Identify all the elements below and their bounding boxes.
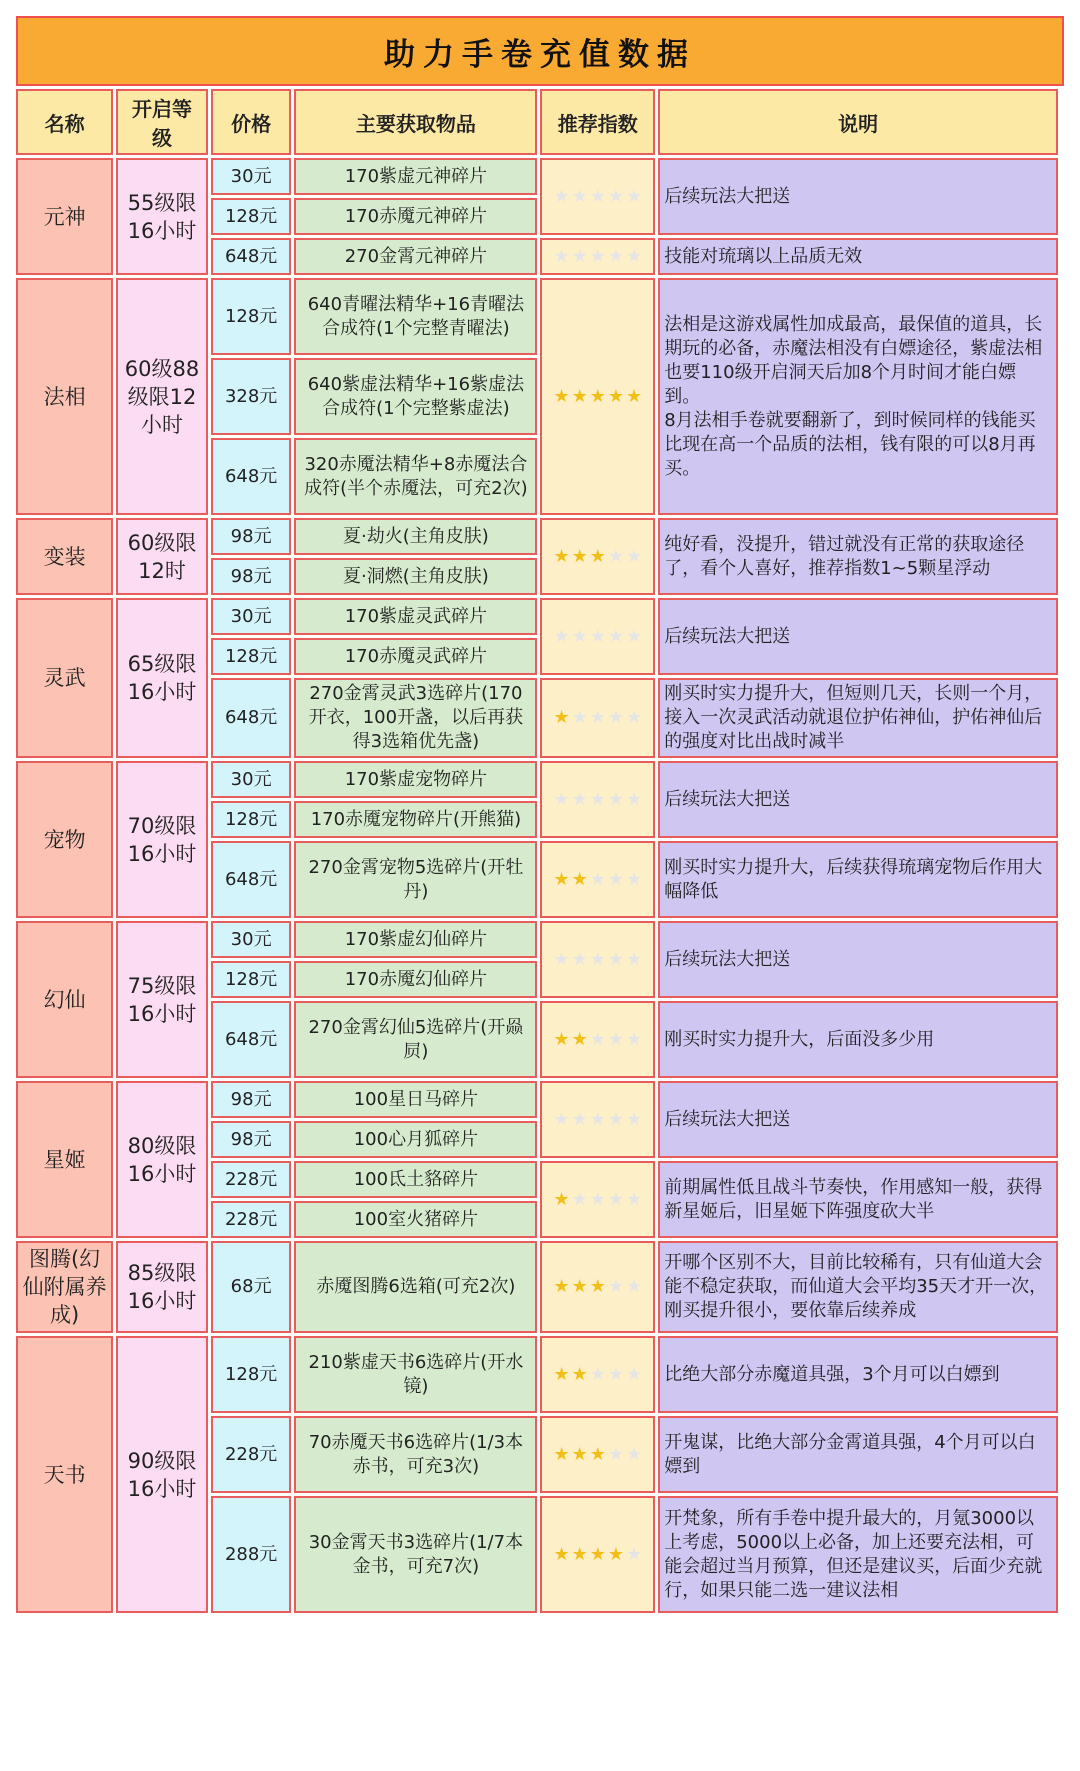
star-icon: ★ [607,1108,624,1130]
star-icon: ★ [607,185,624,207]
item-cell: 170紫虚幻仙碎片 [294,921,537,958]
item-cell: 赤魇图腾6选箱(可充2次) [294,1241,537,1333]
recommend-rating [540,518,655,595]
item-category-name: 幻仙 [16,921,113,1078]
star-icon: ★ [589,1188,606,1210]
star-icon: ★ [589,868,606,890]
description-cell: 刚买时实力提升大，后续获得琉璃宠物后作用大幅降低 [658,841,1058,918]
star-icon: ★ [553,1108,570,1130]
price-cell: 30元 [211,921,292,958]
header-name: 名称 [16,89,113,155]
table-body [16,158,1058,1613]
item-cell: 270金霄灵武3选碎片(170开衣，100开盏，以后再获得3选箱优先盏) [294,678,537,758]
star-icon: ★ [589,545,606,567]
item-cell: 170赤魇宠物碎片(开熊猫) [294,801,537,838]
price-cell: 128元 [211,638,292,675]
recommend-rating [540,158,655,235]
star-rating [553,1363,643,1385]
price-cell: 228元 [211,1161,292,1198]
item-cell: 夏·洞燃(主角皮肤) [294,558,537,595]
star-icon: ★ [626,948,643,970]
recommend-rating [540,678,655,758]
star-rating [553,1543,643,1565]
price-cell: 68元 [211,1241,292,1333]
recommend-rating [540,1336,655,1413]
star-rating [553,545,643,567]
price-cell: 288元 [211,1496,292,1613]
recommend-rating [540,921,655,998]
star-icon: ★ [607,1188,624,1210]
star-icon: ★ [607,868,624,890]
recommend-rating [540,598,655,675]
star-icon: ★ [553,868,570,890]
star-icon: ★ [607,1028,624,1050]
recommend-rating [540,761,655,838]
header-recommend: 推荐指数 [540,89,655,155]
table-row [16,1336,1058,1413]
description-cell: 技能对琉璃以上品质无效 [658,238,1058,275]
star-icon: ★ [553,948,570,970]
star-icon: ★ [589,245,606,267]
recommend-rating [540,1001,655,1078]
star-icon: ★ [571,948,588,970]
star-icon: ★ [626,385,643,407]
item-cell: 170紫虚灵武碎片 [294,598,537,635]
page-title: 助力手卷充值数据 [16,16,1064,86]
price-cell: 98元 [211,1081,292,1118]
star-icon: ★ [589,1543,606,1565]
star-icon: ★ [626,545,643,567]
item-category-name: 变装 [16,518,113,595]
star-rating [553,1028,643,1050]
item-cell: 30金霄天书3选碎片(1/7本金书，可充7次) [294,1496,537,1613]
star-rating [553,385,643,407]
item-cell: 170赤魇幻仙碎片 [294,961,537,998]
table-row [16,1081,1058,1118]
star-icon: ★ [626,185,643,207]
item-cell: 210紫虚天书6选碎片(开水镜) [294,1336,537,1413]
description-cell: 前期属性低且战斗节奏快，作用感知一般，获得新星姬后，旧星姬下阵强度砍大半 [658,1161,1058,1238]
item-cell: 640紫虚法精华+16紫虚法合成符(1个完整紫虚法) [294,358,537,435]
star-icon: ★ [553,1443,570,1465]
price-cell: 128元 [211,278,292,355]
star-icon: ★ [626,868,643,890]
recommend-rating [540,1496,655,1613]
star-icon: ★ [571,1028,588,1050]
star-icon: ★ [553,1543,570,1565]
star-icon: ★ [553,545,570,567]
price-cell: 128元 [211,198,292,235]
star-icon: ★ [607,1543,624,1565]
star-rating [553,709,642,727]
star-icon: ★ [626,1443,643,1465]
star-icon: ★ [626,245,643,267]
price-cell: 648元 [211,438,292,515]
unlock-level: 60级限12时 [116,518,208,595]
table-row [16,921,1058,958]
star-icon: ★ [553,707,570,728]
table-row [16,761,1058,798]
star-icon: ★ [571,185,588,207]
star-icon: ★ [589,185,606,207]
star-icon: ★ [589,1108,606,1130]
table-row [16,518,1058,555]
star-icon: ★ [589,948,606,970]
star-icon: ★ [607,245,624,267]
recharge-table [13,86,1061,1616]
item-cell: 170紫虚元神碎片 [294,158,537,195]
star-icon: ★ [626,1276,643,1297]
star-icon: ★ [626,707,643,728]
unlock-level: 85级限16小时 [116,1241,208,1333]
star-icon: ★ [589,1363,606,1385]
star-rating [553,625,643,647]
star-icon: ★ [571,1108,588,1130]
item-category-name: 图腾(幻仙附属养成) [16,1241,113,1333]
item-category-name: 星姬 [16,1081,113,1238]
price-cell: 128元 [211,1336,292,1413]
star-rating [553,245,643,267]
description-cell: 比绝大部分赤魔道具强，3个月可以白嫖到 [658,1336,1058,1413]
header-description: 说明 [658,89,1058,155]
star-rating [553,1443,643,1465]
star-icon: ★ [626,1543,643,1565]
item-cell: 170赤魇元神碎片 [294,198,537,235]
item-category-name: 宠物 [16,761,113,918]
table-header-row [16,89,1058,155]
description-cell: 后续玩法大把送 [658,1081,1058,1158]
star-icon: ★ [607,1443,624,1465]
star-icon: ★ [553,385,570,407]
price-cell: 98元 [211,1121,292,1158]
star-icon: ★ [626,1108,643,1130]
price-cell: 328元 [211,358,292,435]
star-icon: ★ [626,1363,643,1385]
table-row [16,598,1058,635]
unlock-level: 90级限16小时 [116,1336,208,1613]
item-cell: 100心月狐碎片 [294,1121,537,1158]
description-cell: 纯好看，没提升，错过就没有正常的获取途径了，看个人喜好，推荐指数1~5颗星浮动 [658,518,1058,595]
item-cell: 170紫虚宠物碎片 [294,761,537,798]
star-icon: ★ [571,1443,588,1465]
item-cell: 100氐土貉碎片 [294,1161,537,1198]
star-icon: ★ [607,545,624,567]
item-cell: 100室火猪碎片 [294,1201,537,1238]
unlock-level: 75级限16小时 [116,921,208,1078]
star-icon: ★ [607,1276,624,1297]
star-icon: ★ [571,385,588,407]
star-rating [553,1188,643,1210]
star-icon: ★ [571,707,588,728]
description-cell: 开鬼谋，比绝大部分金霄道具强，4个月可以白嫖到 [658,1416,1058,1493]
item-cell: 70赤魇天书6选碎片(1/3本赤书，可充3次) [294,1416,537,1493]
recommend-rating [540,278,655,515]
star-rating [553,185,643,207]
star-rating [553,1278,642,1296]
star-rating [553,868,643,890]
header-item: 主要获取物品 [294,89,537,155]
star-icon: ★ [626,1188,643,1210]
unlock-level: 55级限16小时 [116,158,208,275]
star-rating [553,1108,643,1130]
star-icon: ★ [571,545,588,567]
star-icon: ★ [571,245,588,267]
price-cell: 98元 [211,558,292,595]
description-cell: 开哪个区别不大，目前比较稀有，只有仙道大会能不稳定获取，而仙道大会平均35天才开一次，刚买提升很小，要依靠后续养成 [658,1241,1058,1333]
star-icon: ★ [589,1276,606,1297]
price-cell: 648元 [211,678,292,758]
price-cell: 128元 [211,801,292,838]
price-cell: 648元 [211,238,292,275]
star-icon: ★ [607,788,624,810]
unlock-level: 80级限16小时 [116,1081,208,1238]
unlock-level: 70级限16小时 [116,761,208,918]
description-cell: 后续玩法大把送 [658,761,1058,838]
star-icon: ★ [571,1188,588,1210]
table-row [16,158,1058,195]
table-row [16,1241,1058,1333]
description-cell: 刚买时实力提升大，但短则几天，长则一个月，接入一次灵武活动就退位护佑神仙，护佑神仙后的强度对比出战时减半 [658,678,1058,758]
item-category-name: 法相 [16,278,113,515]
recommend-rating [540,1416,655,1493]
star-icon: ★ [626,1028,643,1050]
item-cell: 夏·劫火(主角皮肤) [294,518,537,555]
recommend-rating [540,841,655,918]
star-icon: ★ [553,1276,570,1297]
item-cell: 320赤魇法精华+8赤魇法合成符(半个赤魇法，可充2次) [294,438,537,515]
unlock-level: 60级88级限12小时 [116,278,208,515]
description-cell: 法相是这游戏属性加成最高，最保值的道具，长期玩的必备，赤魔法相没有白嫖途径，紫虚法相也要110级开启洞天后加8个月时间才能白嫖到。 8月法相手卷就要翻新了，到时候同样的钱能买比现在高一个品质的法相，钱有限的可以8月再买。 [658,278,1058,515]
price-cell: 228元 [211,1416,292,1493]
star-icon: ★ [571,1276,588,1297]
star-icon: ★ [553,245,570,267]
description-cell: 后续玩法大把送 [658,158,1058,235]
star-icon: ★ [607,1363,624,1385]
star-icon: ★ [553,788,570,810]
star-icon: ★ [589,707,606,728]
star-rating [553,788,643,810]
star-icon: ★ [553,1028,570,1050]
item-cell: 270金霄幻仙5选碎片(开赑屃) [294,1001,537,1078]
description-cell: 开梵象，所有手卷中提升最大的，月氪3000以上考虑，5000以上必备，加上还要充法相，可能会超过当月预算，但还是建议买，后面少充就行，如果只能二选一建议法相 [658,1496,1058,1613]
item-cell: 640青曜法精华+16青曜法合成符(1个完整青曜法) [294,278,537,355]
star-icon: ★ [553,625,570,647]
unlock-level: 65级限16小时 [116,598,208,758]
star-icon: ★ [571,1543,588,1565]
price-cell: 30元 [211,158,292,195]
price-cell: 30元 [211,598,292,635]
item-cell: 270金霄宠物5选碎片(开牡丹) [294,841,537,918]
recommend-rating [540,1161,655,1238]
header-level: 开启等级 [116,89,208,155]
star-icon: ★ [589,1028,606,1050]
price-cell: 648元 [211,841,292,918]
description-cell: 刚买时实力提升大，后面没多少用 [658,1001,1058,1078]
item-cell: 270金霄元神碎片 [294,238,537,275]
star-icon: ★ [589,625,606,647]
star-icon: ★ [607,707,624,728]
star-icon: ★ [571,625,588,647]
item-category-name: 灵武 [16,598,113,758]
star-icon: ★ [553,1188,570,1210]
star-icon: ★ [607,385,624,407]
price-cell: 128元 [211,961,292,998]
star-icon: ★ [571,1363,588,1385]
item-category-name: 元神 [16,158,113,275]
star-icon: ★ [607,948,624,970]
item-cell: 100星日马碎片 [294,1081,537,1118]
description-cell: 后续玩法大把送 [658,921,1058,998]
item-cell: 170赤魇灵武碎片 [294,638,537,675]
table-row [16,278,1058,355]
star-icon: ★ [589,385,606,407]
star-icon: ★ [571,788,588,810]
star-icon: ★ [626,625,643,647]
star-icon: ★ [571,868,588,890]
price-cell: 30元 [211,761,292,798]
recommend-rating [540,1081,655,1158]
header-price: 价格 [211,89,292,155]
price-cell: 228元 [211,1201,292,1238]
description-cell: 后续玩法大把送 [658,598,1058,675]
star-icon: ★ [589,788,606,810]
recommend-rating [540,1241,655,1333]
star-rating [553,948,643,970]
recommend-rating [540,238,655,275]
star-icon: ★ [626,788,643,810]
item-category-name: 天书 [16,1336,113,1613]
star-icon: ★ [553,185,570,207]
price-cell: 648元 [211,1001,292,1078]
star-icon: ★ [553,1363,570,1385]
price-cell: 98元 [211,518,292,555]
star-icon: ★ [589,1443,606,1465]
star-icon: ★ [607,625,624,647]
